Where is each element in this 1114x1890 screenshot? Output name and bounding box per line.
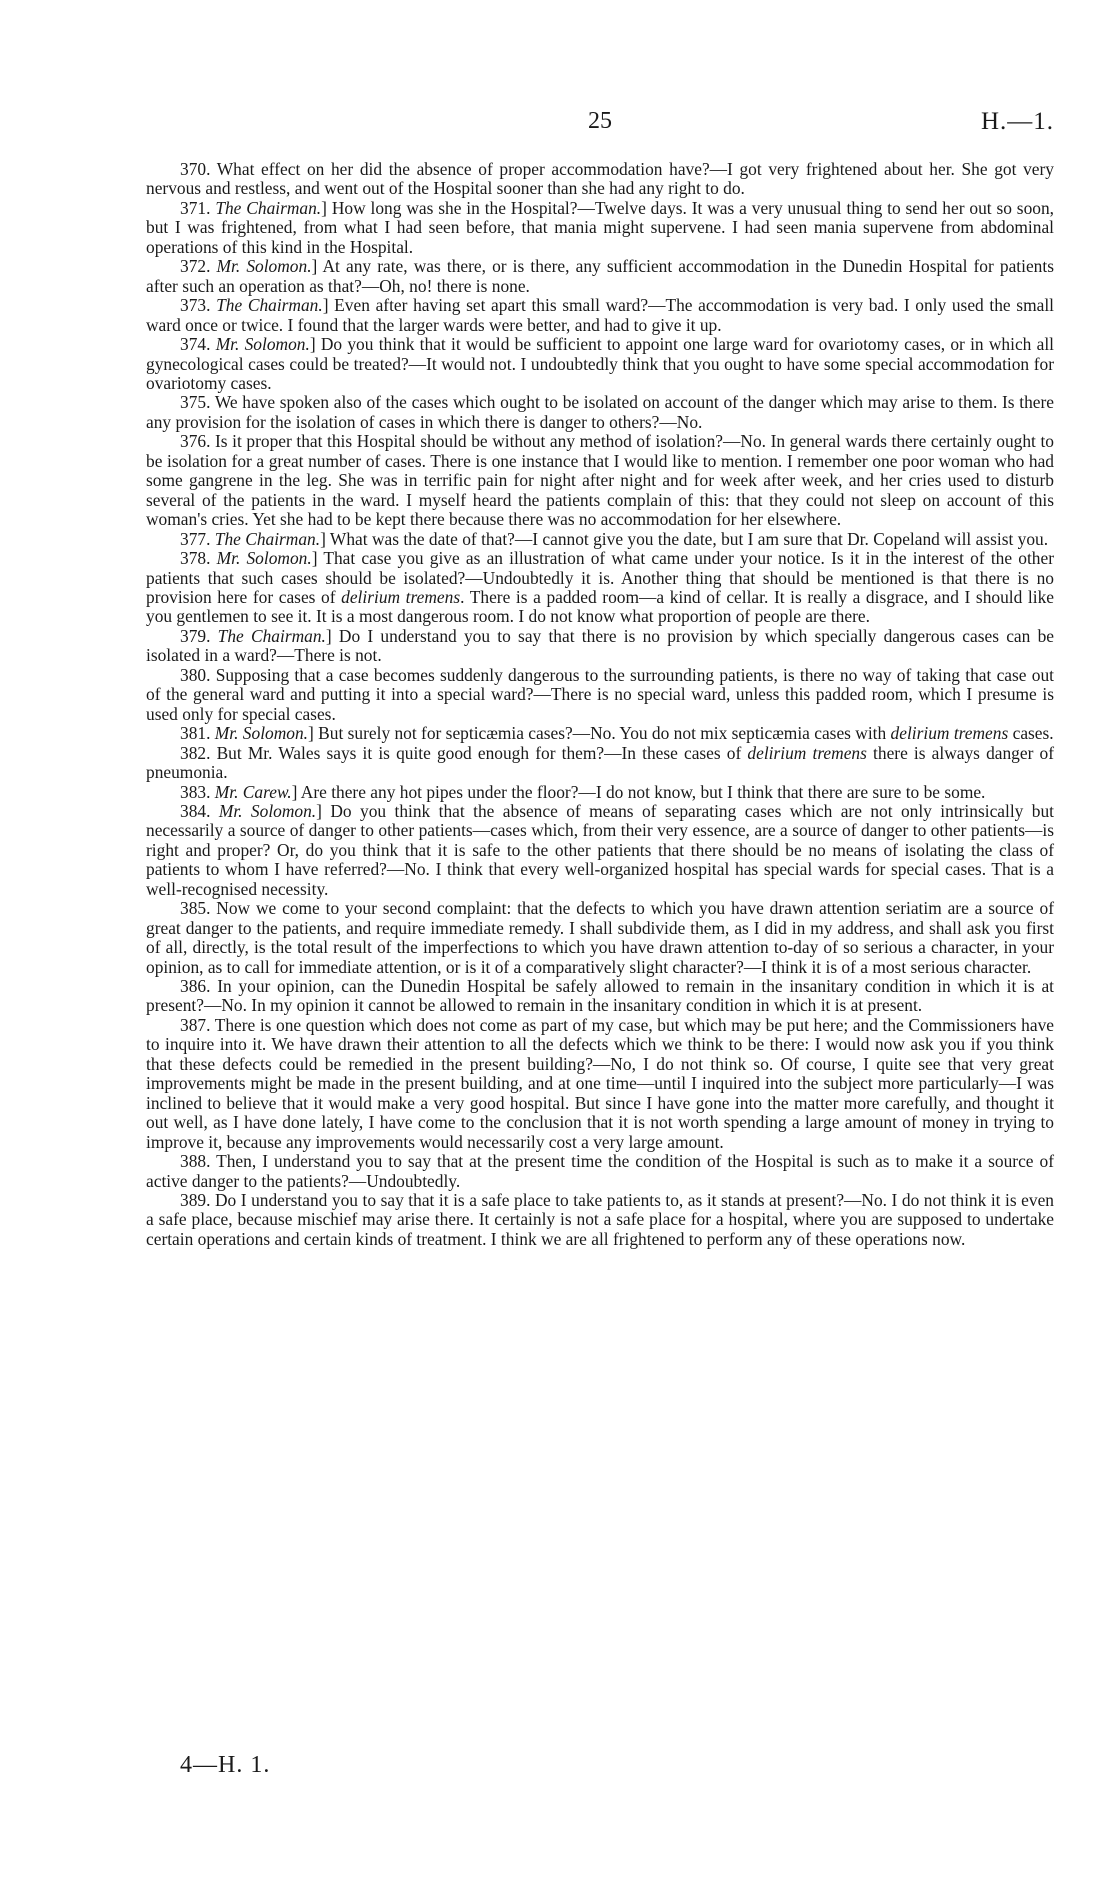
- question-paragraph: [146, 160, 1054, 199]
- italic-text: Mr. Solomon.: [214, 723, 309, 744]
- paragraph-text: 382. But Mr. Wales says it is quite good enough for them?—In these cases of: [180, 742, 748, 763]
- paragraph-text: 370. What effect on her did the absence of proper accommodation have?—I got very frightened about her. She got very nervous and restless, and went out of the Hospital sooner than she had any right to do.: [146, 159, 1054, 199]
- italic-text: delirium tremens: [890, 723, 1009, 744]
- question-paragraph: [146, 977, 1054, 1016]
- paragraph-text: ] That case you give as an illustration of what came under your notice. Is it in the interest of the other patients that such cases should be isolated?—Undoubtedly it is. Another thing that should be mentioned is that there is no provision here for cases of: [146, 548, 1054, 607]
- paragraph-text: 383.: [180, 781, 215, 802]
- page-header: [146, 108, 1054, 140]
- paragraph-text: 375. We have spoken also of the cases which ought to be isolated on account of the danger which may arise to them. Is there any provision for the isolation of cases in which there is danger to others?—No.: [146, 392, 1054, 432]
- paragraph-text: ] But surely not for septicæmia cases?—No. You do not mix septicæmia cases with: [308, 723, 891, 744]
- question-paragraph: [146, 1016, 1054, 1152]
- paragraph-text: 389. Do I understand you to say that it is a safe place to take patients to, as it stands at present?—No. I do not think it is even a safe place, because mischief may arise there. It certainly is not a safe place for a hospital, where you are supposed to undertake certain operations and certain kinds of treatment. I think we are all frightened to perform any of these operations now.: [146, 1190, 1054, 1249]
- paragraph-text: 374.: [180, 334, 216, 355]
- page-number: 25: [588, 108, 612, 134]
- question-paragraph: [146, 627, 1054, 666]
- paragraph-text: 380. Supposing that a case becomes suddenly dangerous to the surrounding patients, is there no way of taking that case out of the general ward and putting it into a special ward?—There is no special ward, unless this padded room, which I presume is used only for special cases.: [146, 664, 1054, 724]
- question-paragraph: [146, 783, 1054, 802]
- paragraph-text: 384.: [180, 800, 219, 821]
- question-paragraph: [146, 724, 1054, 743]
- paragraph-text: 387. There is one question which does not come as part of my case, but which may be put here; and the Commissioners have to inquire into it. We have drawn their attention to all the defects which we think to be there: I would now ask you if you think that these defects could be remedied in the present building?—No, I do not think so. Of course, I quite see that very great improvements might be made in the present building, and at one time—until I inquired into the subject more particularly—I was inclined to believe that it would make a very good hospital. But since I have gone into the matter more carefully, and thought it out well, as I have done lately, I have come to the conclusion that it is not worth spending a large amount of money in trying to improve it, because any improvements would necessarily cost a very large amount.: [146, 1014, 1054, 1152]
- evidence-body: [146, 160, 1054, 1249]
- paragraph-text: ] At any rate, was there, or is there, any sufficient accommodation in the Dunedin Hospital for patients after such an operation as that?—Oh, no! there is none.: [146, 256, 1054, 296]
- paragraph-text: . There is a padded room—a kind of cellar. It is really a disgrace, and I should like you gentlemen to see it. It is a most dangerous room. I do not know what proportion of people are there.: [146, 586, 1055, 627]
- paragraph-text: ] Do I understand you to say that there is no provision by which specially dangerous cases can be isolated in a ward?—There is not.: [146, 625, 1054, 666]
- paragraph-text: ] How long was she in the Hospital?—Twelve days. It was a very unusual thing to send her out so soon, but I was frightened, from what I had seen before, that mania might supervene. I had seen mania supervene from abdominal operations of this kind in the Hospital.: [146, 197, 1055, 257]
- italic-text: delirium tremens: [341, 586, 461, 607]
- italic-text: The Chairman.: [217, 625, 326, 646]
- italic-text: Mr. Carew.: [214, 781, 292, 802]
- series-code: H.—1.: [980, 108, 1054, 135]
- paragraph-text: 378.: [180, 548, 217, 569]
- paragraph-text: ] Do you think that it would be sufficient to appoint one large ward for ovariotomy cases, or in which all gynecological cases could be treated?—It would not. I undoubtedly think that you ought to have some special accommodation for ovariotomy cases.: [146, 334, 1054, 393]
- paragraph-text: 372.: [180, 256, 217, 277]
- paragraph-text: cases.: [1008, 723, 1054, 744]
- question-paragraph: [146, 199, 1054, 257]
- paragraph-text: there is always danger of pneumonia.: [146, 742, 1055, 783]
- italic-text: Mr. Solomon.: [216, 548, 312, 569]
- question-paragraph: [146, 530, 1054, 549]
- paragraph-text: ] Are there any hot pipes under the floor?—I do not know, but I think that there are sure to be some.: [291, 781, 986, 802]
- paragraph-text: 386. In your opinion, can the Dunedin Hospital be safely allowed to remain in the insanitary condition in which it is at present?—No. In my opinion it cannot be allowed to remain in the insanitary condition in which it is at present.: [146, 976, 1054, 1016]
- italic-text: Mr. Solomon.: [218, 800, 317, 821]
- question-paragraph: [146, 1191, 1054, 1249]
- italic-text: The Chairman.: [216, 295, 323, 316]
- paragraph-text: ] What was the date of that?—I cannot give you the date, but I am sure that Dr. Copeland will assist you.: [320, 528, 1049, 549]
- question-paragraph: [146, 666, 1054, 724]
- paragraph-text: 379.: [180, 625, 218, 646]
- paragraph-text: 381.: [180, 723, 215, 744]
- italic-text: The Chairman.: [215, 197, 322, 218]
- italic-text: Mr. Solomon.: [215, 334, 310, 355]
- question-paragraph: [146, 802, 1054, 899]
- question-paragraph: [146, 899, 1054, 977]
- question-paragraph: [146, 257, 1054, 296]
- italic-text: The Chairman.: [214, 528, 321, 549]
- paragraph-text: 373.: [180, 295, 217, 316]
- question-paragraph: [146, 744, 1054, 783]
- question-paragraph: [146, 296, 1054, 335]
- question-paragraph: [146, 1152, 1054, 1191]
- paragraph-text: 376. Is it proper that this Hospital should be without any method of isolation?—No. In general wards there certainly ought to be isolation for a great number of cases. There is one instance that I would like to mention. I remember one poor woman who had some gangrene in the leg. She was in terrific pain for night after night and for week after week, and her cries used to disturb several of the patients in the ward. I myself heard the patients complain of this: that they could not sleep on account of this woman's cries. Yet she had to be kept there because there was no accommodation for her elsewhere.: [146, 431, 1054, 530]
- question-paragraph: [146, 549, 1054, 627]
- paragraph-text: ] Do you think that the absence of means of separating cases which are not only intrinsically but necessarily a source of danger to other patients—cases which, from their very essence, are a source of danger to other patients—is right and proper? Or, do you think that it is safe to the other patients that there should be no means of isolating the class of patients to whom I have referred?—No. I think that every well-organized hospital has special wards for special cases. That is a well-recognised necessity.: [146, 800, 1054, 899]
- paragraph-text: 388. Then, I understand you to say that at the present time the condition of the Hospital is such as to make it a source of active danger to the patients?—Undoubtedly.: [146, 1151, 1054, 1191]
- paragraph-text: 385. Now we come to your second complaint: that the defects to which you have drawn attention seriatim are a source of great danger to the patients, and require immediate remedy. I shall subdivide them, as I did in my address, and shall ask you first of all, directly, is the total result of the imperfections to which you have drawn attention to-day of so serious a character, in your opinion, as to call for immediate attention, or is it of a comparatively slight character?—I think it is of a most serious character.: [146, 898, 1054, 977]
- italic-text: Mr. Solomon.: [216, 256, 312, 277]
- italic-text: delirium tremens: [747, 742, 867, 763]
- signature-mark: 4—H. 1.: [180, 1752, 271, 1778]
- question-paragraph: [146, 335, 1054, 393]
- paragraph-text: ] Even after having set apart this small ward?—The accommodation is very bad. I only used the small ward once or twice. I found that the larger wards were better, and had to give it up.: [146, 295, 1054, 335]
- paragraph-text: 371.: [180, 197, 216, 218]
- question-paragraph: [146, 393, 1054, 432]
- question-paragraph: [146, 432, 1054, 529]
- paragraph-text: 377.: [180, 528, 215, 549]
